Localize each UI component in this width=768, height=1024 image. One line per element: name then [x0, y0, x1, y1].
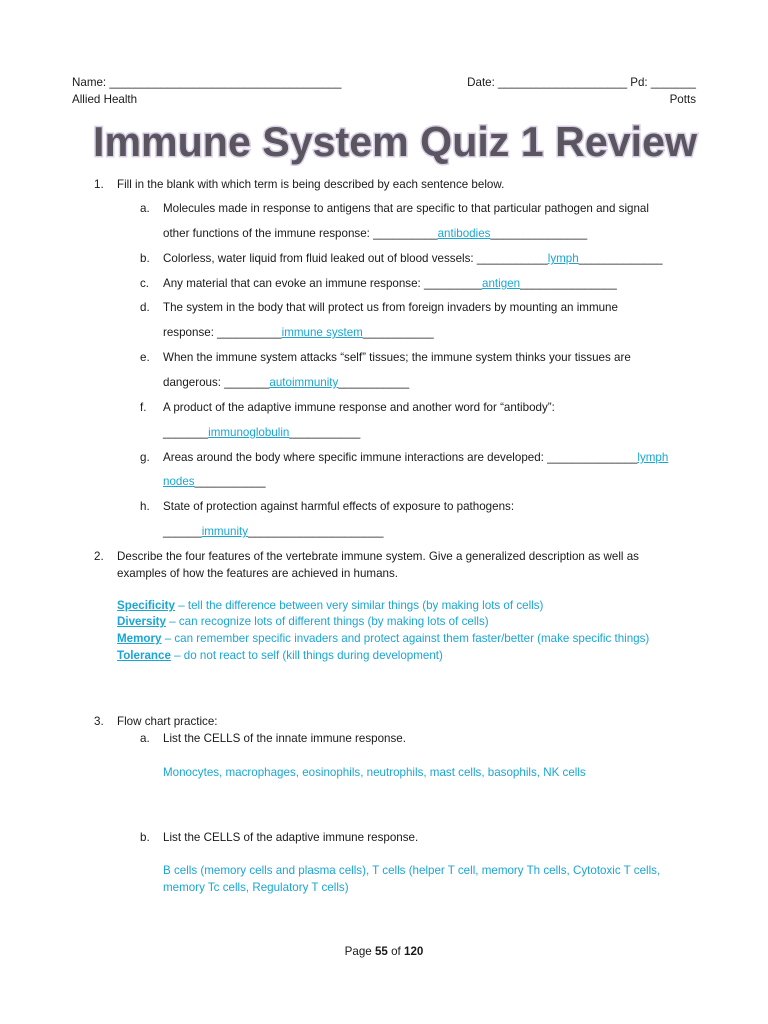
q2-prompt-line2: examples of how the features are achieved in humans.	[117, 567, 398, 580]
q1f-text: A product of the adaptive immune response and another word for “antibody”:	[163, 401, 555, 414]
q1b-answer: lymph	[547, 252, 579, 265]
q3a-prompt: List the CELLS of the innate immune response.	[163, 732, 406, 745]
q1g-blank-line-2: nodes___________	[163, 475, 266, 488]
q1d-blank-line: response: __________immune system___________	[163, 326, 434, 339]
q1h-text: State of protection against harmful effects of exposure to pathogens:	[163, 500, 515, 513]
q1c-answer: antigen	[482, 277, 521, 290]
q2-number: 2.	[94, 550, 104, 563]
q1a-text: Molecules made in response to antigens that are specific to that particular pathogen and signal	[163, 202, 649, 215]
page-total: 120	[404, 945, 424, 958]
q1e-answer: autoimmunity	[269, 376, 339, 389]
feature-memory: Memory – can remember specific invaders and protect against them faster/better (make specific things)	[117, 632, 650, 645]
page-number: 55	[374, 945, 388, 958]
q1g-answer: lymph	[637, 451, 669, 464]
q3b-prompt: List the CELLS of the adaptive immune response.	[163, 831, 419, 844]
q1h-blank-line: ______immunity_____________________	[163, 525, 384, 538]
q1f-answer: immunoglobulin	[208, 426, 290, 439]
q1b-letter: b.	[140, 252, 150, 265]
teacher-name: Potts	[669, 93, 696, 106]
q1h-answer: immunity	[201, 525, 249, 538]
q1d-text: The system in the body that will protect us from foreign invaders by mounting an immune	[163, 301, 618, 314]
q1c-letter: c.	[140, 277, 150, 290]
page-title	[91, 116, 699, 166]
name-field-label: Name: ____________________________________	[72, 76, 342, 89]
q1e-text: When the immune system attacks “self” tissues; the immune system thinks your tissues are	[163, 351, 631, 364]
q3b-answer-line1: B cells (memory cells and plasma cells), T cells (helper T cell, memory Th cells, Cytotoxic T cells,	[163, 864, 661, 877]
q1g-answer-2: nodes	[163, 475, 195, 488]
q1-prompt: Fill in the blank with which term is being described by each sentence below.	[117, 178, 505, 191]
q1h-letter: h.	[140, 500, 150, 513]
q1f-blank-line: _______immunoglobulin___________	[163, 426, 361, 439]
q3b-answer-line2: memory Tc cells, Regulatory T cells)	[163, 881, 349, 894]
page-word: Page	[344, 945, 375, 958]
q1d-letter: d.	[140, 301, 150, 314]
page-footer	[0, 945, 768, 958]
course-name: Allied Health	[72, 93, 138, 106]
q3b-letter: b.	[140, 831, 150, 844]
feature-tolerance: Tolerance – do not react to self (kill things during development)	[117, 649, 443, 662]
q1d-answer: immune system	[281, 326, 363, 339]
feature-diversity: Diversity – can recognize lots of different things (by making lots of cells)	[117, 615, 489, 628]
q1-number: 1.	[94, 178, 104, 191]
q1e-letter: e.	[140, 351, 150, 364]
q1b-blank-line: Colorless, water liquid from fluid leaked out of blood vessels: ___________lymph_____________	[163, 252, 663, 265]
q3-prompt: Flow chart practice:	[117, 715, 218, 728]
q3a-answer: Monocytes, macrophages, eosinophils, neutrophils, mast cells, basophils, NK cells	[163, 766, 586, 779]
q2-prompt-line1: Describe the four features of the vertebrate immune system. Give a generalized description as well as	[117, 550, 639, 563]
q3a-letter: a.	[140, 732, 150, 745]
q3-number: 3.	[94, 715, 104, 728]
of-word: of	[387, 945, 404, 958]
feature-specificity: Specificity – tell the difference between very similar things (by making lots of cells)	[117, 599, 544, 612]
q1f-letter: f.	[140, 401, 147, 414]
q1a-blank-line: other functions of the immune response: __________antibodies_______________	[163, 227, 588, 240]
q1a-letter: a.	[140, 202, 150, 215]
title-text: Immune System Quiz 1 Review	[93, 118, 698, 165]
q1g-blank-line: Areas around the body where specific immune interactions are developed: ______________lymph	[163, 451, 669, 464]
q1g-letter: g.	[140, 451, 150, 464]
q1a-answer: antibodies	[437, 227, 491, 240]
q1e-blank-line: dangerous: _______autoimmunity___________	[163, 376, 410, 389]
q1c-blank-line: Any material that can evoke an immune response: _________antigen_______________	[163, 277, 617, 290]
date-period-label: Date: ____________________ Pd: _______	[467, 76, 696, 89]
